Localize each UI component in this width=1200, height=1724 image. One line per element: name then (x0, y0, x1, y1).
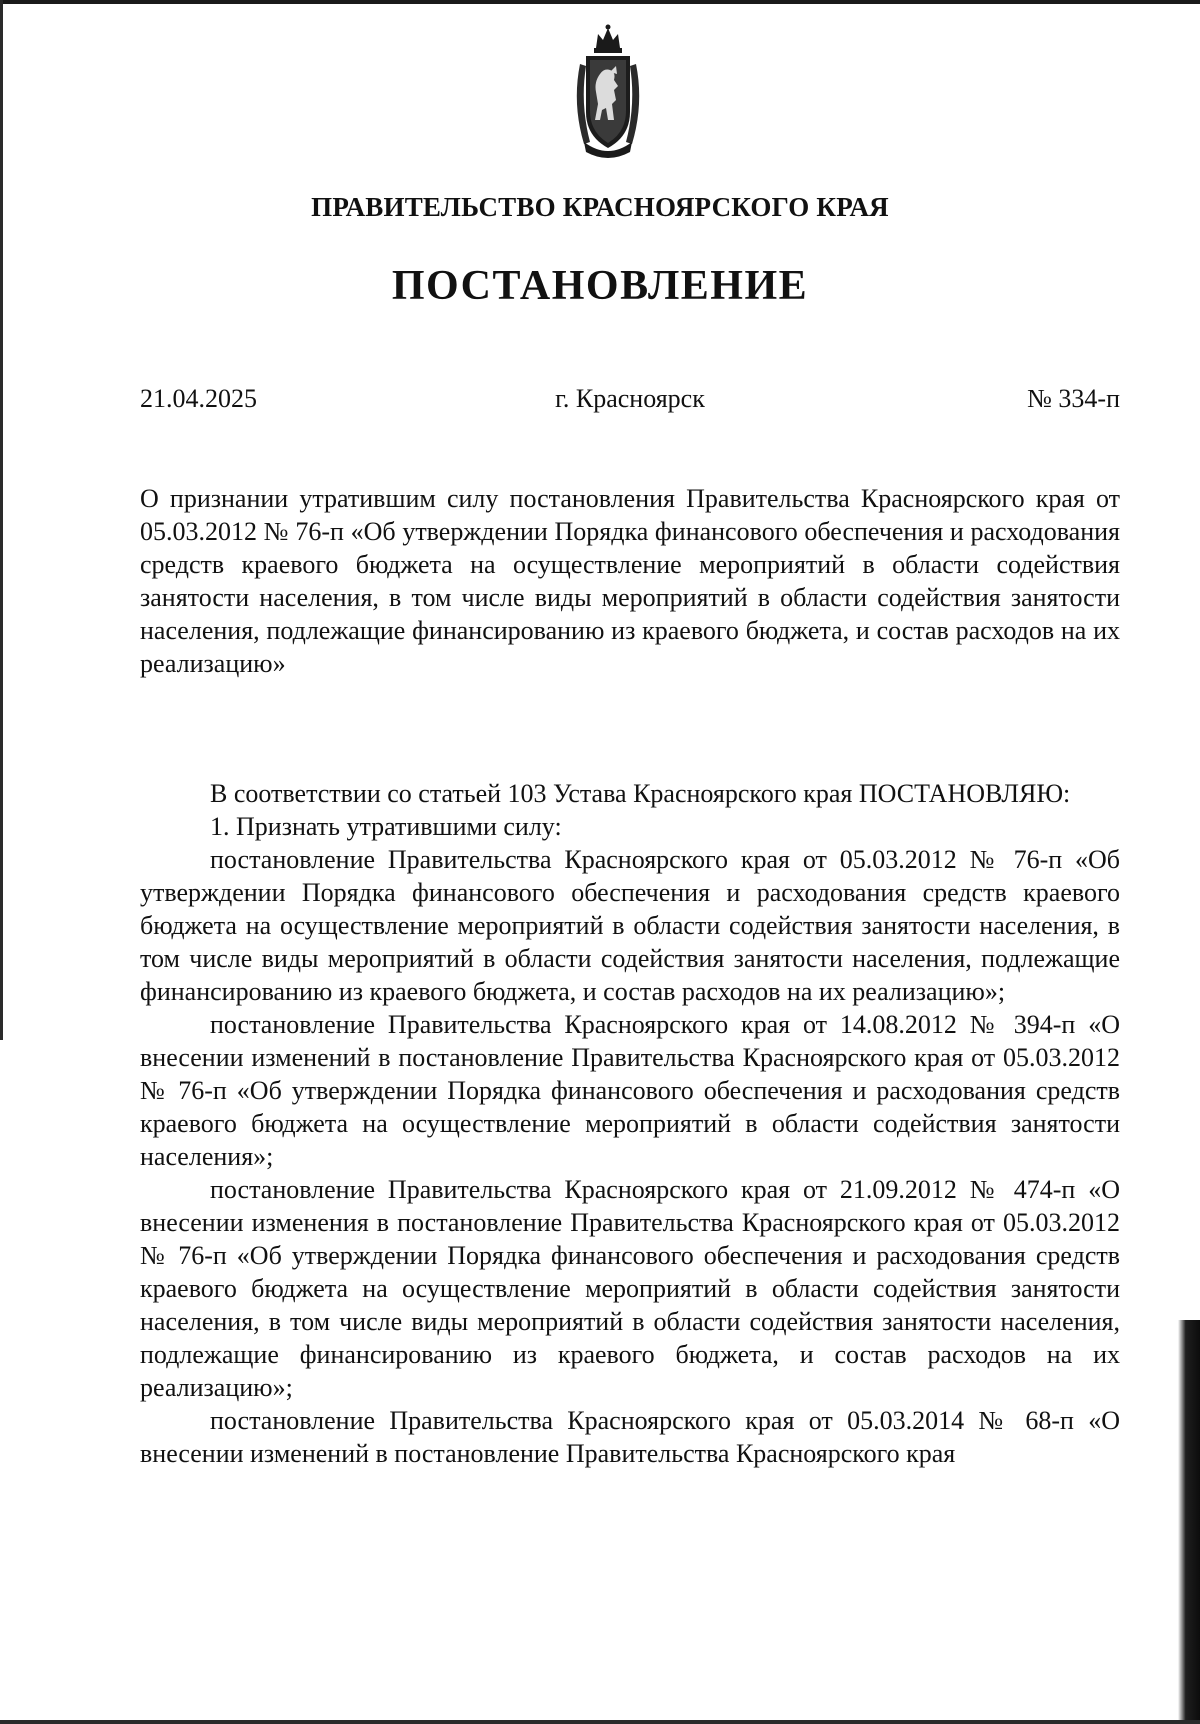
document-city: г. Красноярск (555, 384, 705, 413)
organization-title: ПРАВИТЕЛЬСТВО КРАСНОЯРСКОГО КРАЯ (311, 192, 889, 222)
document-subject: О признании утратившим силу постановления Правительства Красноярского края от 05.03.2012 № 76-п «Об утверждении Порядка финансового обеспечения и расходования средств краевого бюджета на осуществление мероприятий в области содействия занятости населения, в том числе виды мероприятий в области содействия занятости населения, подлежащие финансированию из краевого бюджета, и состав расходов на их реализацию» (140, 484, 1120, 678)
repealed-act-paragraph: постановление Правительства Красноярского края от 14.08.2012 № 394-п «О внесении изменений в постановление Правительства Красноярского края от 05.03.2012 № 76-п «Об утверждении Порядка финансового обеспечения и расходования средств краевого бюджета на осуществление мероприятий в области содействия занятости населения»; (140, 1010, 1120, 1171)
scan-edge-right (1178, 1320, 1200, 1724)
coat-of-arms-emblem (570, 24, 646, 160)
repealed-act-paragraph: постановление Правительства Красноярского края от 21.09.2012 № 474-п «О внесении изменения в постановление Правительства Красноярского края от 05.03.2012 № 76-п «Об утверждении Порядка финансового обеспечения и расходования средств краевого бюджета на осуществление мероприятий в области содействия занятости населения, в том числе виды мероприятий в области содействия занятости населения, подлежащие финансированию из краевого бюджета, и состав расходов на их реализацию»; (140, 1175, 1120, 1402)
document-meta-row (140, 384, 1120, 424)
document-type-title: ПОСТАНОВЛЕНИЕ (391, 263, 809, 309)
repealed-act-paragraph: постановление Правительства Красноярского края от 05.03.2014 № 68-п «О внесении изменений в постановление Правительства Красноярского края (140, 1406, 1120, 1468)
scan-edge-top (0, 0, 1200, 4)
document-date: 21.04.2025 (140, 384, 257, 413)
list-item-1: 1. Признать утратившими силу: (210, 812, 562, 841)
scan-edge-left (0, 0, 3, 1040)
document-body (140, 777, 1120, 1470)
scan-edge-bottom (0, 1720, 1200, 1724)
preamble-paragraph: В соответствии со статьей 103 Устава Красноярского края ПОСТАНОВЛЯЮ: (210, 779, 1071, 808)
repealed-act-paragraph: постановление Правительства Красноярского края от 05.03.2012 № 76-п «Об утверждении Порядка финансового обеспечения и расходования средств краевого бюджета на осуществление мероприятий в области содействия занятости населения, в том числе виды мероприятий в области содействия занятости населения, подлежащие финансированию из краевого бюджета, и состав расходов на их реализацию»; (140, 845, 1120, 1006)
document-number: № 334-п (1027, 384, 1120, 413)
